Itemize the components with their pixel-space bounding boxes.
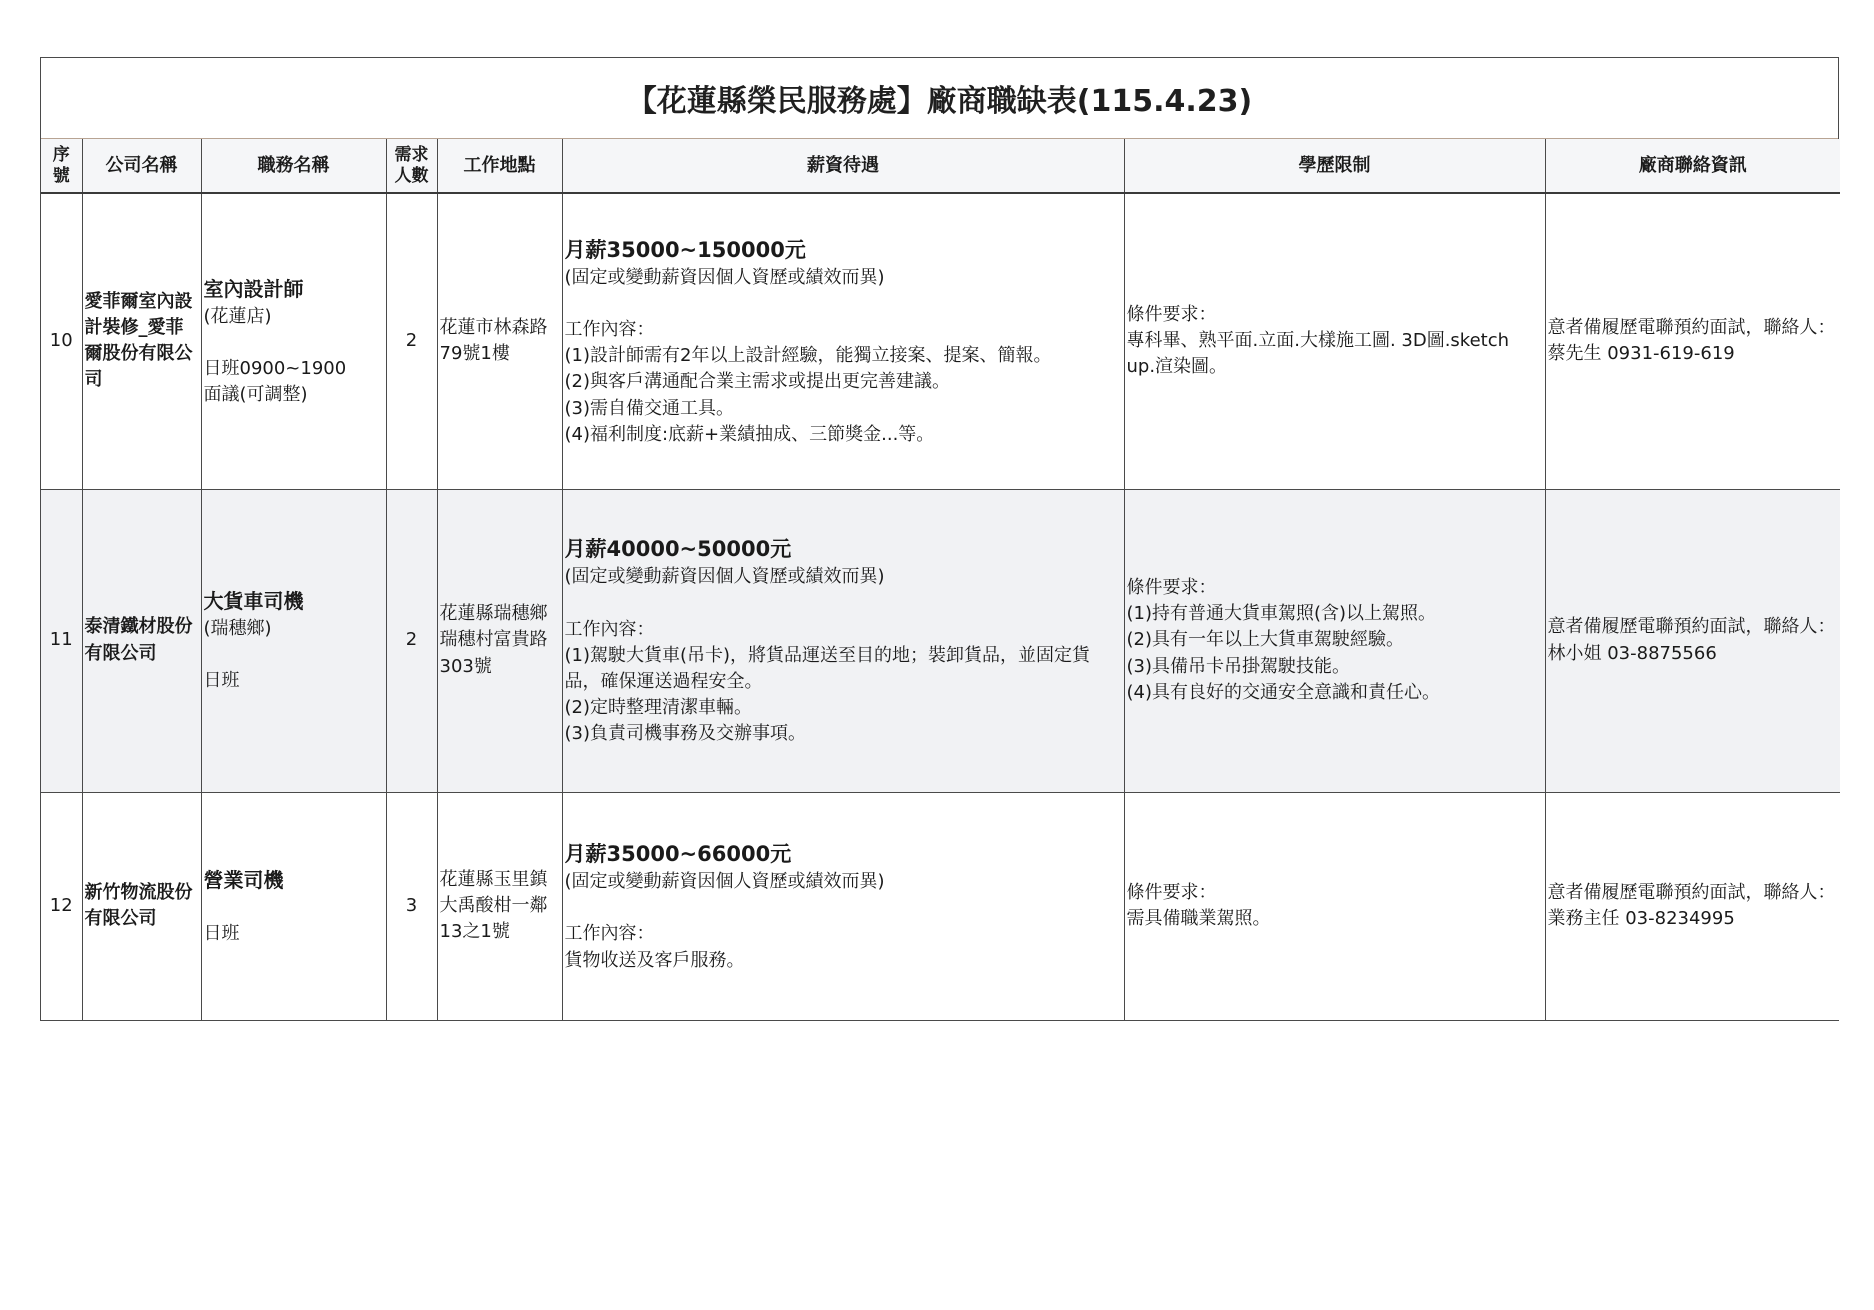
req-item: (1)持有普通大貨車駕照(含)以上駕照。: [1126, 603, 1437, 625]
req-item: 需具備職業駕照。: [1126, 908, 1271, 930]
table-row: [41, 792, 1840, 1020]
job-shift: 日班0900~1900: [203, 357, 347, 379]
req-item: 專科畢、熟平面.立面.大樣施工圖. 3D圖.sketch up.渲染圖。: [1126, 330, 1510, 378]
row-contact: 意者備履歷電聯預約面試，聯絡人：蔡先生 0931-619-619: [1545, 193, 1840, 489]
row-contact: 意者備履歷電聯預約面試，聯絡人：業務主任 03-8234995: [1545, 792, 1840, 1020]
work-item: 貨物收送及客戶服務。: [564, 949, 745, 971]
work-item: (3)負責司機事務及交辦事項。: [564, 722, 806, 744]
row-job: [201, 193, 386, 489]
salary-note: (固定或變動薪資因個人資歷或績效而異): [564, 267, 885, 289]
work-item: (2)定時整理清潔車輛。: [564, 696, 752, 718]
job-title: 營業司機: [203, 867, 284, 892]
table-row: [41, 193, 1840, 489]
row-job: [201, 792, 386, 1020]
row-salary: [562, 489, 1124, 792]
work-item: (2)與客戶溝通配合業主需求或提出更完善建議。: [564, 371, 950, 393]
row-company: 愛菲爾室內設計裝修_愛菲爾股份有限公司: [82, 193, 201, 489]
job-note: 面議(可調整): [203, 383, 308, 405]
header-salary: 薪資待遇: [562, 139, 1124, 193]
req-label: 條件要求：: [1126, 882, 1217, 904]
req-label: 條件要求：: [1126, 304, 1217, 326]
header-job: 職務名稱: [201, 139, 386, 193]
header-seq: 序號: [41, 139, 82, 193]
salary-note: (固定或變動薪資因個人資歷或績效而異): [564, 566, 885, 588]
table-row: [41, 489, 1840, 792]
job-title: 室內設計師: [203, 276, 304, 301]
work-label: 工作內容：: [564, 618, 655, 640]
work-item: (1)駕駛大貨車(吊卡)，將貨品運送至目的地；裝卸貨品，並固定貨品，確保運送過程安全。: [564, 644, 1091, 692]
header-count: 需求人數: [386, 139, 437, 193]
row-company: 泰清鐵材股份有限公司: [82, 489, 201, 792]
row-location: 花蓮縣瑞穗鄉瑞穗村富貴路303號: [437, 489, 562, 792]
salary-note: (固定或變動薪資因個人資歷或績效而異): [564, 871, 885, 893]
row-seq: 12: [41, 792, 82, 1020]
header-company: 公司名稱: [82, 139, 201, 193]
salary-range: 月薪40000~50000元: [564, 537, 792, 561]
work-item: (3)需自備交通工具。: [564, 397, 734, 419]
row-education: [1124, 193, 1545, 489]
row-location: 花蓮縣玉里鎮大禹酸柑一鄰13之1號: [437, 792, 562, 1020]
work-item: (1)設計師需有2年以上設計經驗，能獨立接案、提案、簡報。: [564, 345, 1052, 367]
job-shift: 日班: [203, 922, 240, 944]
table-header-row: [41, 139, 1840, 193]
req-item: (2)具有一年以上大貨車駕駛經驗。: [1126, 629, 1404, 651]
req-label: 條件要求：: [1126, 577, 1217, 599]
row-salary: [562, 193, 1124, 489]
row-job: [201, 489, 386, 792]
row-education: [1124, 489, 1545, 792]
header-contact: 廠商聯絡資訊: [1545, 139, 1840, 193]
row-count: 3: [386, 792, 437, 1020]
row-count: 2: [386, 193, 437, 489]
job-vacancy-table: [41, 139, 1840, 1020]
row-count: 2: [386, 489, 437, 792]
job-shift: 日班: [203, 670, 240, 691]
row-contact: 意者備履歷電聯預約面試，聯絡人：林小姐 03-8875566: [1545, 489, 1840, 792]
work-item: (4)福利制度:底薪+業績抽成、三節獎金...等。: [564, 423, 935, 445]
salary-range: 月薪35000~66000元: [564, 841, 792, 866]
row-seq: 10: [41, 193, 82, 489]
row-salary: [562, 792, 1124, 1020]
row-company: 新竹物流股份有限公司: [82, 792, 201, 1020]
row-location: 花蓮市林森路79號1樓: [437, 193, 562, 489]
job-title: 大貨車司機: [203, 588, 304, 613]
job-vacancy-sheet: [40, 57, 1839, 1021]
job-branch: (花蓮店): [203, 305, 272, 327]
header-location: 工作地點: [437, 139, 562, 193]
row-education: [1124, 792, 1545, 1020]
salary-range: 月薪35000~150000元: [564, 237, 806, 262]
sheet-title: 【花蓮縣榮民服務處】廠商職缺表(115.4.23): [41, 58, 1838, 139]
req-item: (3)具備吊卡吊掛駕駛技能。: [1126, 655, 1350, 677]
work-label: 工作內容：: [564, 319, 655, 341]
req-item: (4)具有良好的交通安全意識和責任心。: [1126, 681, 1440, 703]
row-seq: 11: [41, 489, 82, 792]
job-branch: (瑞穗鄉): [203, 617, 272, 639]
work-label: 工作內容：: [564, 923, 655, 945]
header-education: 學歷限制: [1124, 139, 1545, 193]
